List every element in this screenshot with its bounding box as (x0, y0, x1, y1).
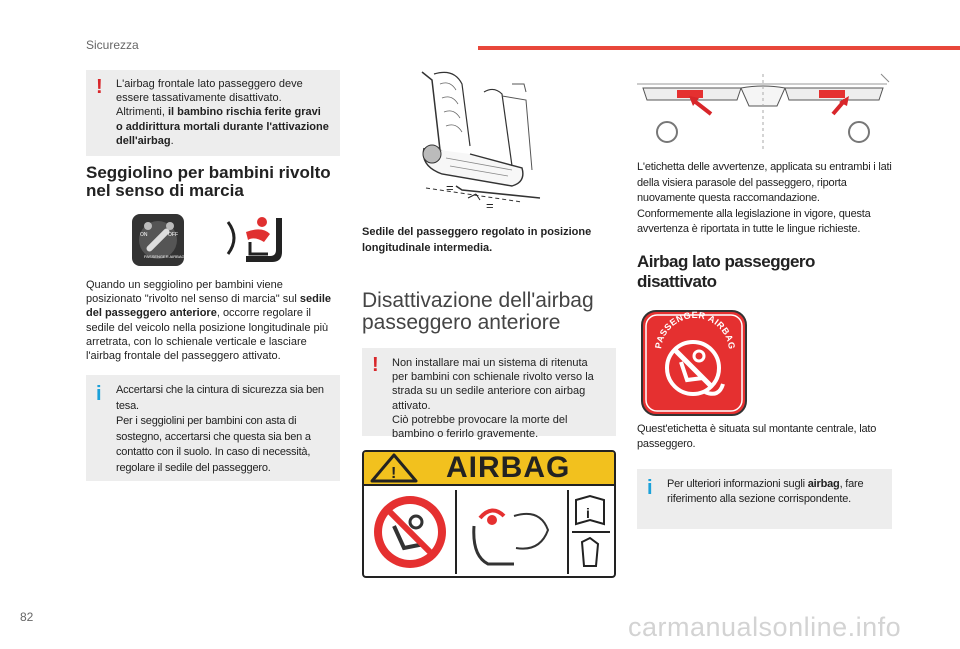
switch-badge-label: PASSENGER AIRBAG (144, 254, 185, 259)
warning-icon: ! (372, 354, 379, 376)
section-heading: Airbag lato passeggero disattivato (637, 251, 815, 291)
deactivated-airbag-badge (641, 310, 747, 416)
watermark: carmanualsonline.info (628, 612, 902, 642)
seat-caption: Sedile del passeggero regolato in posizione longitudinale intermedia. (362, 226, 592, 254)
airbag-switch-icon (86, 212, 340, 268)
info-icon: i (96, 383, 102, 406)
badge-label: PASSENGER AIRBAG (653, 309, 738, 350)
column-left (86, 70, 340, 481)
label-header (364, 452, 614, 486)
warning-box (86, 70, 340, 156)
svg-text:=: = (486, 198, 494, 213)
passenger-airbag-off-icon (641, 310, 747, 416)
forward-seat-icons (86, 212, 340, 268)
warning-text: L'airbag frontale lato passeggero deve essere tassativamente disattivato. Altrimenti, il bambino rischia ferite gravi o addirittura mortali durante l'attivazione dell'airbag. (116, 78, 329, 147)
sun-visor-illustration (637, 70, 892, 154)
info-box (86, 375, 340, 481)
badge-location-paragraph: Quest'etichetta è situata sul montante centrale, lato passeggero. (637, 422, 877, 450)
airbag-warning-label (362, 450, 616, 578)
switch-off-label: OFF (168, 232, 178, 238)
section-heading: Disattivazione dell'airbag passeggero anteriore (362, 289, 594, 334)
info-text: Accertarsi che la cintura di sicurezza sia ben tesa. Per i seggiolini per bambini con asta di sostegno, accertarsi che questa sia ben a contatto con il suolo. In caso di necessità, regolare il sedile del passeggero. (116, 384, 324, 474)
svg-text:i: i (586, 505, 590, 521)
switch-on-label: ON (140, 232, 148, 238)
visor-paragraph: L'etichetta delle avvertenze, applicata su entrambi i lati della visiera parasole del passeggero, riporta nuovamente questa raccomandazione. Conformemente alla legislazione in vigore, questa avvertenza è riportata in tutte le lingue richieste. (637, 161, 892, 235)
section-heading: Seggiolino per bambini rivolto nel senso di marcia (86, 163, 331, 200)
page-number: 82 (20, 610, 34, 624)
warning-icon: ! (96, 76, 103, 98)
info-box (637, 469, 892, 529)
forward-seat-paragraph: Quando un seggiolino per bambini viene posizionato "rivolto nel senso di marcia" sul sedile del passeggero anteriore, occorre regolare il sedile del veicolo nella posizione longitudinale più arretrata, con lo schienale verticale e lasciare l'airbag frontale del passeggero attivato. (86, 279, 332, 363)
header-accent-bar (478, 46, 960, 50)
label-title: AIRBAG (446, 451, 571, 484)
info-icon: i (647, 476, 653, 499)
sun-visor-image (637, 70, 892, 154)
seat-illustration (362, 70, 616, 218)
warning-triangle-icon (364, 452, 424, 484)
column-middle (362, 70, 616, 578)
section-title: Sicurezza (86, 38, 139, 52)
svg-text:!: ! (391, 465, 397, 482)
column-right (637, 70, 892, 529)
warning-box (362, 348, 616, 441)
passenger-seat-image (362, 70, 616, 218)
info-text: Per ulteriori informazioni sugli airbag, fare riferimento alla sezione corrispondente. (667, 477, 864, 505)
svg-text:=: = (446, 180, 454, 195)
warning-text: Non installare mai un sistema di ritenuta per bambini con schienale rivolto verso la strada su un sedile anteriore con airbag attivato. Ciò potrebbe provocare la morte del bambino o ferirlo gravemente. (392, 357, 594, 441)
label-pictograms (364, 486, 614, 576)
